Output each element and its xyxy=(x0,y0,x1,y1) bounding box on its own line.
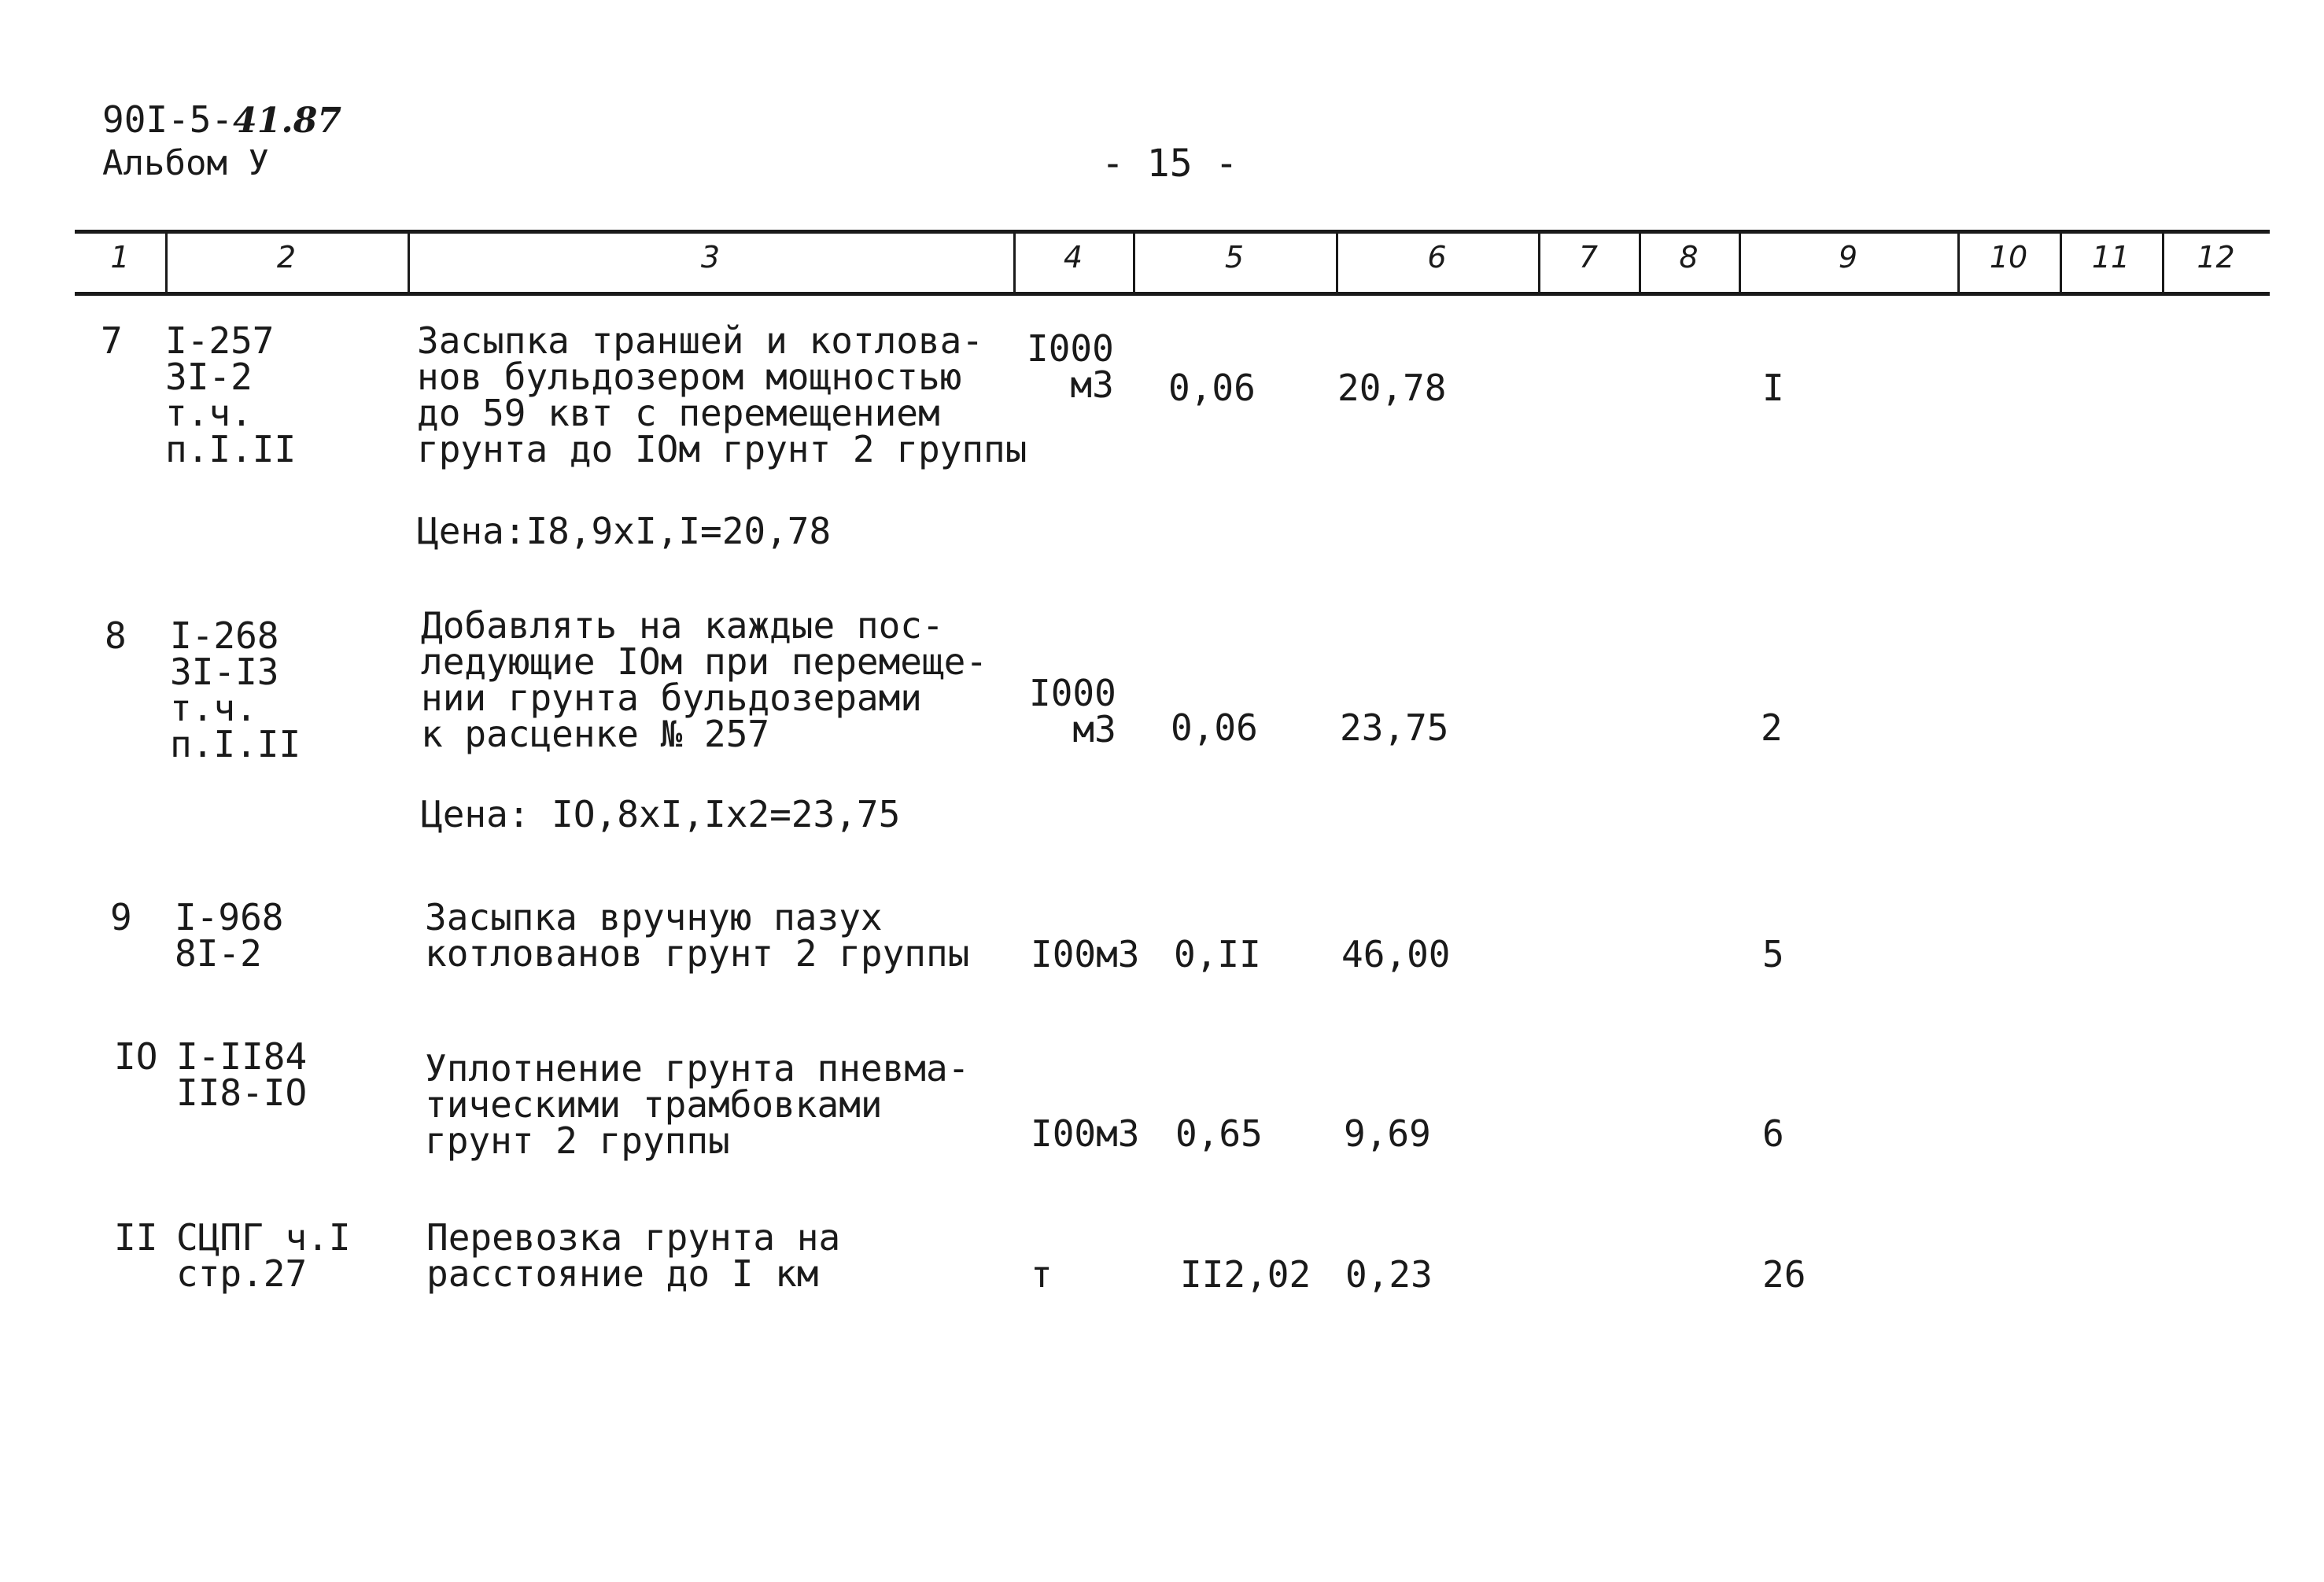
row-number: 8 xyxy=(105,614,127,657)
table-header-top-rule xyxy=(75,230,2270,234)
column-header-1: 1 xyxy=(110,240,130,275)
rate-code: СЦПГ ч.I стр.27 xyxy=(176,1216,351,1295)
column-header-2: 2 xyxy=(276,240,297,275)
column-9-value: 26 xyxy=(1762,1253,1806,1296)
column-header-4: 4 xyxy=(1063,240,1083,275)
page-number: - 15 - xyxy=(1101,142,1238,186)
rate-code: I-257 3I-2 т.ч. п.I.II xyxy=(165,319,297,470)
work-description: Добавлять на каждые пос- ледующие IOм при перемеще- нии грунта бульдозерами к расценке № 257 xyxy=(421,604,988,755)
column-header-11: 11 xyxy=(2091,240,2130,275)
quantity: 0,06 xyxy=(1168,367,1256,409)
unit-price: 0,23 xyxy=(1345,1253,1433,1296)
column-header-9: 9 xyxy=(1838,240,1858,275)
unit: I00м3 xyxy=(1031,933,1140,975)
document-code xyxy=(102,98,341,141)
table-header-bottom-rule xyxy=(75,292,2270,296)
unit-price: 23,75 xyxy=(1340,706,1449,749)
album-label: Альбом У xyxy=(102,143,269,183)
row-number: 9 xyxy=(110,896,132,939)
column-9-value: 5 xyxy=(1762,933,1784,975)
unit-price: 20,78 xyxy=(1337,367,1447,409)
column-header-6: 6 xyxy=(1427,240,1447,275)
quantity: 0,65 xyxy=(1175,1112,1263,1155)
column-header-12: 12 xyxy=(2197,240,2235,275)
quantity: 0,II xyxy=(1174,933,1261,975)
document-code-handwritten: 41.87 xyxy=(233,101,341,141)
rate-code: I-II84 II8-IO xyxy=(176,1035,308,1114)
unit: I00м3 xyxy=(1031,1112,1140,1155)
column-header-7: 7 xyxy=(1578,240,1599,275)
row-number: 7 xyxy=(101,319,123,362)
price-calculation: Цена: IO,8xI,Ix2=23,75 xyxy=(421,793,901,835)
column-9-value: I xyxy=(1762,367,1784,409)
unit-price: 46,00 xyxy=(1341,933,1451,975)
work-description: Уплотнение грунта пневма- тическими трамбовками грунт 2 группы xyxy=(425,1047,970,1162)
work-description: Засыпка вручную пазух котлованов грунт 2 группы xyxy=(425,896,970,975)
quantity: II2,02 xyxy=(1180,1253,1311,1296)
work-description: Перевозка грунта на расстояние до I км xyxy=(426,1216,841,1295)
column-9-value: 2 xyxy=(1761,706,1783,749)
rate-code: I-968 8I-2 xyxy=(175,896,284,975)
rate-code: I-268 3I-I3 т.ч. п.I.II xyxy=(170,614,301,765)
column-header-8: 8 xyxy=(1679,240,1699,275)
price-calculation: Цена:I8,9xI,I=20,78 xyxy=(417,510,832,552)
column-header-5: 5 xyxy=(1224,240,1245,275)
quantity: 0,06 xyxy=(1171,706,1258,749)
unit-price: 9,69 xyxy=(1344,1112,1431,1155)
unit: т xyxy=(1031,1253,1053,1296)
document-code-printed: 90I-5- xyxy=(102,98,234,141)
row-number: IO xyxy=(114,1035,158,1078)
column-header-10: 10 xyxy=(1989,240,2028,275)
unit: I000 м3 xyxy=(1027,327,1114,406)
column-9-value: 6 xyxy=(1762,1112,1784,1155)
column-header-3: 3 xyxy=(700,240,721,275)
row-number: II xyxy=(114,1216,158,1259)
unit: I000 м3 xyxy=(1029,672,1116,750)
work-description: Засыпка траншей и котлова- нов бульдозером мощностью до 59 квт с перемещением грунта до IOм грунт 2 группы xyxy=(417,319,1027,470)
